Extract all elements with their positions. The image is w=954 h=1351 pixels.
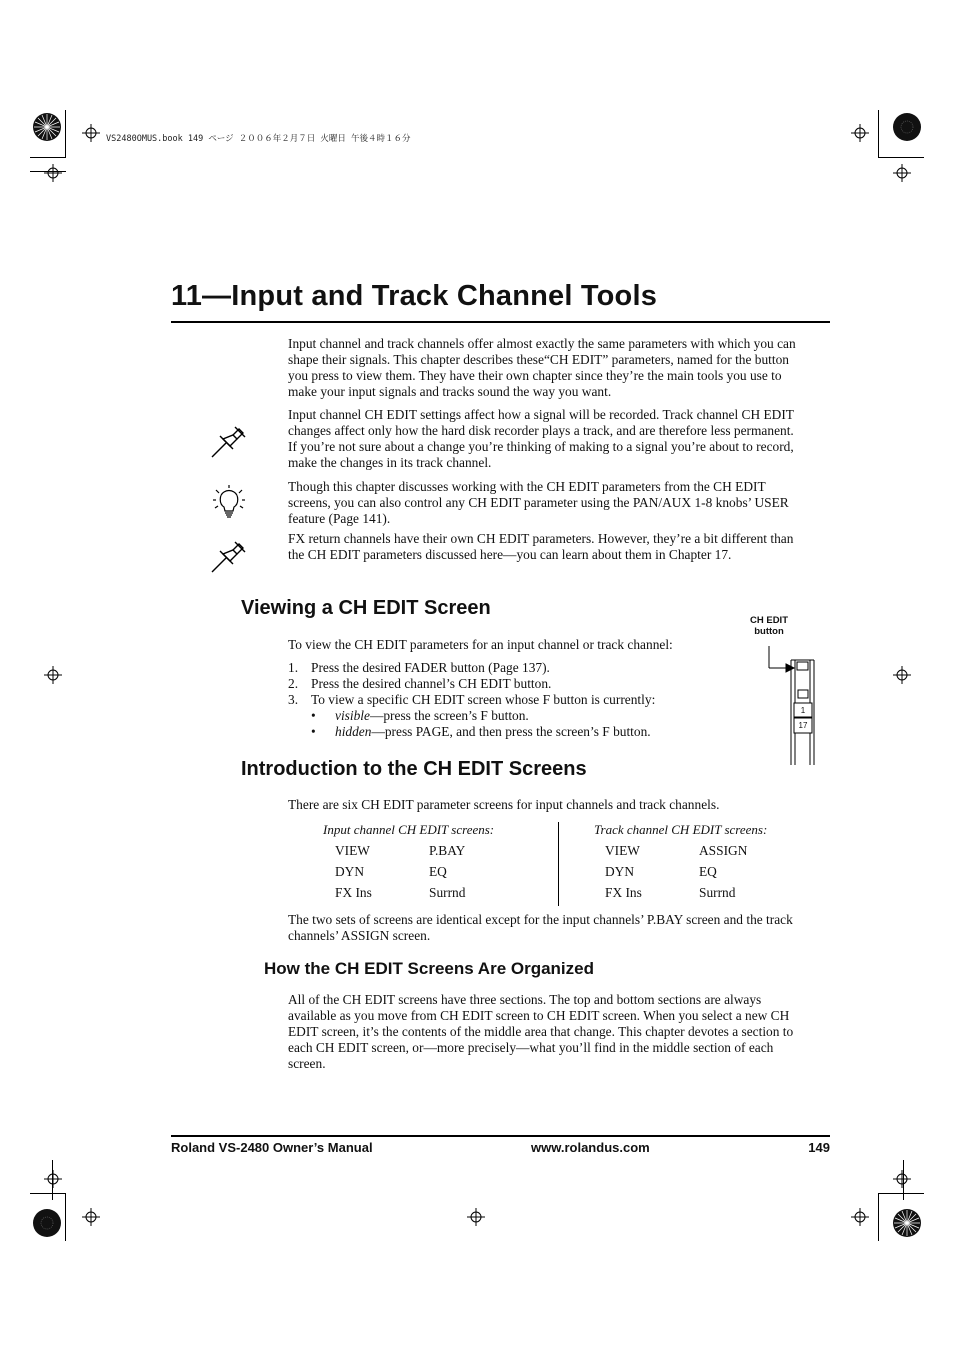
footer-website-link[interactable]: www.rolandus.com <box>531 1140 650 1155</box>
channel-number-bottom: 17 <box>798 721 808 730</box>
section-intro: To view the CH EDIT parameters for an input channel or track channel: <box>288 637 673 652</box>
pushpin-icon <box>209 537 247 575</box>
table-divider <box>558 822 559 906</box>
crosshair-icon <box>82 124 100 142</box>
channel-number-top: 1 <box>800 706 806 715</box>
section-paragraph: All of the CH EDIT screens have three sections. The top and bottom sections are always available as you move from CH EDIT screen to CH EDIT screen. When you select a new CH EDIT screen, it’s the contents of the middle area that change. This chapter devotes a section to each CH EDIT screen, or—more precisely—what you’ll find in the middle section of each screen. <box>288 992 794 1071</box>
section-heading: Introduction to the CH EDIT Screens <box>241 758 587 780</box>
crosshair-icon <box>851 124 869 142</box>
print-header: VS2480OMUS.book 149 ページ ２００６年２月７日 火曜日 午後４時１６分 <box>106 134 411 144</box>
page-number: 149 <box>808 1140 830 1155</box>
pushpin-icon <box>209 422 247 460</box>
crosshair-icon <box>44 164 62 182</box>
crosshair-icon <box>851 1208 869 1226</box>
registration-target-icon <box>32 112 62 142</box>
tip-paragraph: Though this chapter discusses working with the CH EDIT parameters from the CH EDIT screens, you can also control any CH EDIT parameter using the PAN/AUX 1-8 knobs’ USER feature (Page 141). <box>288 479 789 526</box>
section-paragraph: The two sets of screens are identical except for the input channels’ P.BAY screen and the track channels’ ASSIGN screen. <box>288 912 793 943</box>
list-item: • hidden—press PAGE, and then press the screen’s F button. <box>311 724 651 739</box>
table-cell: DYN <box>335 864 365 879</box>
table-cell: VIEW <box>335 843 370 858</box>
list-item: 2. Press the desired channel’s CH EDIT button. <box>288 676 552 691</box>
table-cell: EQ <box>699 864 717 879</box>
footer-manual-title: Roland VS-2480 Owner’s Manual <box>171 1140 373 1155</box>
table-cell: FX Ins <box>605 885 642 900</box>
table-cell: P.BAY <box>429 843 466 858</box>
list-item: 1. Press the desired FADER button (Page 137). <box>288 660 550 675</box>
table-cell: VIEW <box>605 843 640 858</box>
crosshair-icon <box>893 666 911 684</box>
note-paragraph: Input channel CH EDIT settings affect how a signal will be recorded. Track channel CH EDIT changes affect only how the hard disk recorder plays a track, and are therefore less permanent. If you’re not sure about a change you’re thinking of making to a signal you’re about to record, make the changes in its track channel. <box>288 407 794 470</box>
crosshair-icon <box>893 164 911 182</box>
table-cell: Surrnd <box>699 885 736 900</box>
crosshair-icon <box>44 666 62 684</box>
channel-strip-diagram <box>760 640 820 770</box>
crosshair-icon <box>467 1208 485 1226</box>
table-header-input: Input channel CH EDIT screens: <box>323 822 495 837</box>
table-cell: EQ <box>429 864 447 879</box>
subsection-heading: How the CH EDIT Screens Are Organized <box>264 959 594 978</box>
chapter-title: 11—Input and Track Channel Tools <box>171 280 658 312</box>
registration-target-icon <box>32 1208 62 1238</box>
list-item: 3. To view a specific CH EDIT screen whose F button is currently: <box>288 692 656 707</box>
registration-target-icon <box>892 1208 922 1238</box>
registration-target-icon <box>892 112 922 142</box>
intro-paragraph: Input channel and track channels offer almost exactly the same parameters with which you can shape their signals. This chapter describes these“CH EDIT” parameters, named for the button you press to view them. They have their own chapter since they’re the main tools you use to make your input signals and tracks sound the way you want. <box>288 336 796 399</box>
title-rule <box>171 321 830 323</box>
section-heading: Viewing a CH EDIT Screen <box>241 597 491 619</box>
crosshair-icon <box>82 1208 100 1226</box>
ch-edit-button-label: CH EDIT button <box>750 615 788 637</box>
crosshair-icon <box>893 1170 911 1188</box>
table-cell: ASSIGN <box>699 843 748 858</box>
table-header-track: Track channel CH EDIT screens: <box>594 822 768 837</box>
section-intro: There are six CH EDIT parameter screens for input channels and track channels. <box>288 797 720 812</box>
list-item: • visible—press the screen’s F button. <box>311 708 529 723</box>
table-cell: FX Ins <box>335 885 372 900</box>
footer-rule <box>171 1135 830 1137</box>
lightbulb-icon <box>212 485 246 521</box>
table-cell: DYN <box>605 864 635 879</box>
table-cell: Surrnd <box>429 885 466 900</box>
note-paragraph: FX return channels have their own CH EDIT parameters. However, they’re a bit different than the CH EDIT parameters discussed here—you can learn about them in Chapter 17. <box>288 531 794 562</box>
crosshair-icon <box>44 1170 62 1188</box>
steps-list <box>288 660 655 740</box>
